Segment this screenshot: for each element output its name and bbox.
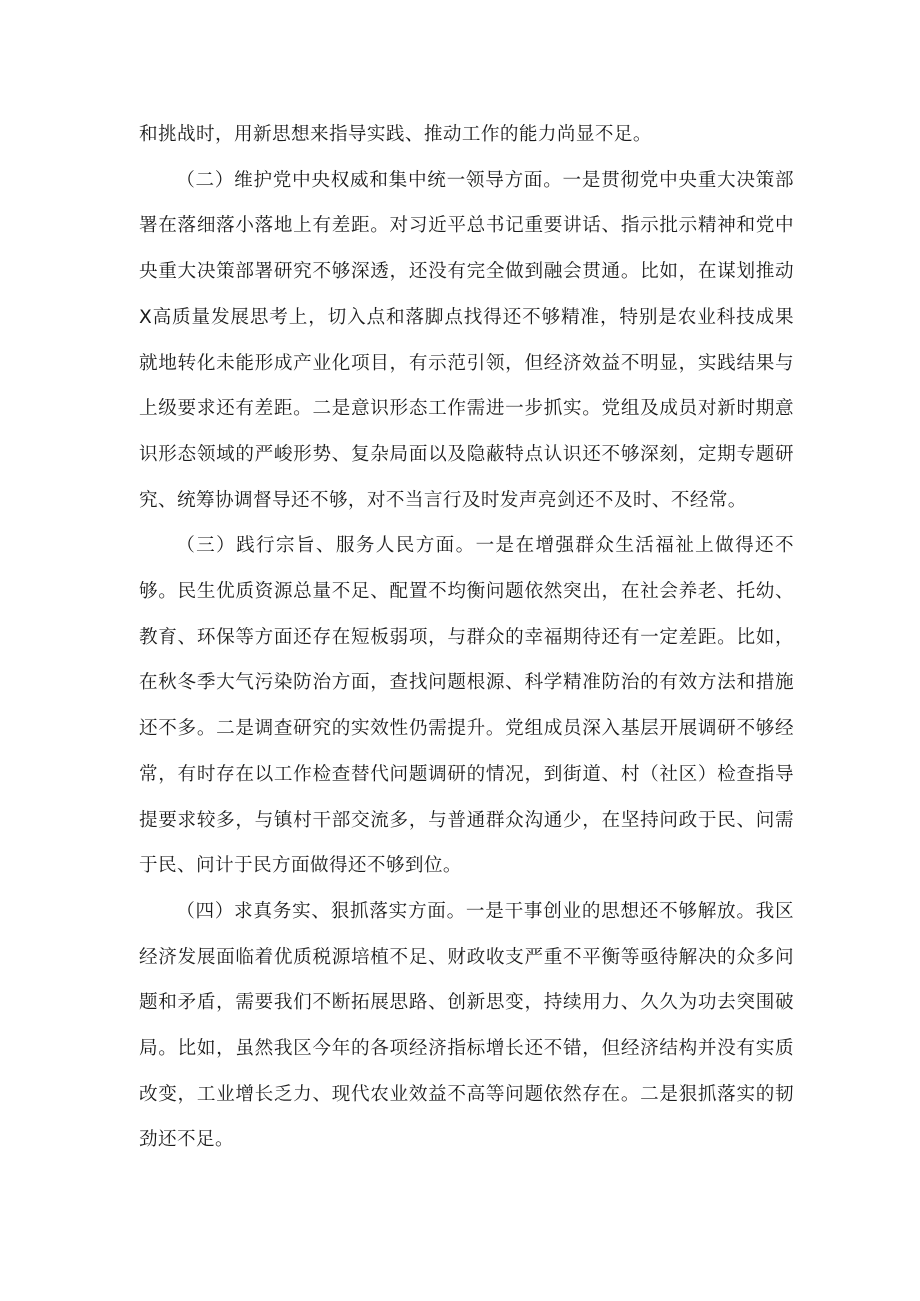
paragraph-continuation: 和挑战时，用新思想来指导实践、推动工作的能力尚显不足。 [139, 124, 652, 145]
document-body [139, 112, 794, 1163]
paragraph-section-two: （二）维护党中央权威和集中统一领导方面。一是贯彻党中央重大决策部署在落细落小落地上有差距。对习近平总书记重要讲话、指示批示精神和党中央重大决策部署研究不够深透，还没有完全做到融会贯通。比如，在谋划推动X高质量发展思考上，切入点和落脚点找得还不够精准，特别是农业科技成果就地转化未能形成产业化项目，有示范引领，但经济效益不明显，实践结果与上级要求还有差距。二是意识形态工作需进一步抓实。党组及成员对新时期意识形态领域的严峻形势、复杂局面以及隐蔽特点认识还不够深刻，定期专题研究、统筹协调督导还不够，对不当言行及时发声亮剑还不及时、不经常。 [139, 169, 794, 511]
paragraph-section-three: （三）践行宗旨、服务人民方面。一是在增强群众生活福祉上做得还不够。民生优质资源总量不足、配置不均衡问题依然突出，在社会养老、托幼、教育、环保等方面还存在短板弱项，与群众的幸福期待还有一定差距。比如，在秋冬季大气污染防治方面，查找问题根源、科学精准防治的有效方法和措施还不多。二是调查研究的实效性仍需提升。党组成员深入基层开展调研不够经常，有时存在以工作检查替代问题调研的情况，到街道、村（社区）检查指导提要求较多，与镇村干部交流多，与普通群众沟通少，在坚持问政于民、问需于民、问计于民方面做得还不够到位。 [139, 535, 794, 877]
paragraph-section-four: （四）求真务实、狠抓落实方面。一是干事创业的思想还不够解放。我区经济发展面临着优质税源培植不足、财政收支严重不平衡等亟待解决的众多问题和矛盾，需要我们不断拓展思路、创新思变，持续用力、久久为功去突围破局。比如，虽然我区今年的各项经济指标增长还不错，但经济结构并没有实质改变，工业增长乏力、现代农业效益不高等问题依然存在。二是狠抓落实的韧劲还不足。 [139, 900, 794, 1151]
